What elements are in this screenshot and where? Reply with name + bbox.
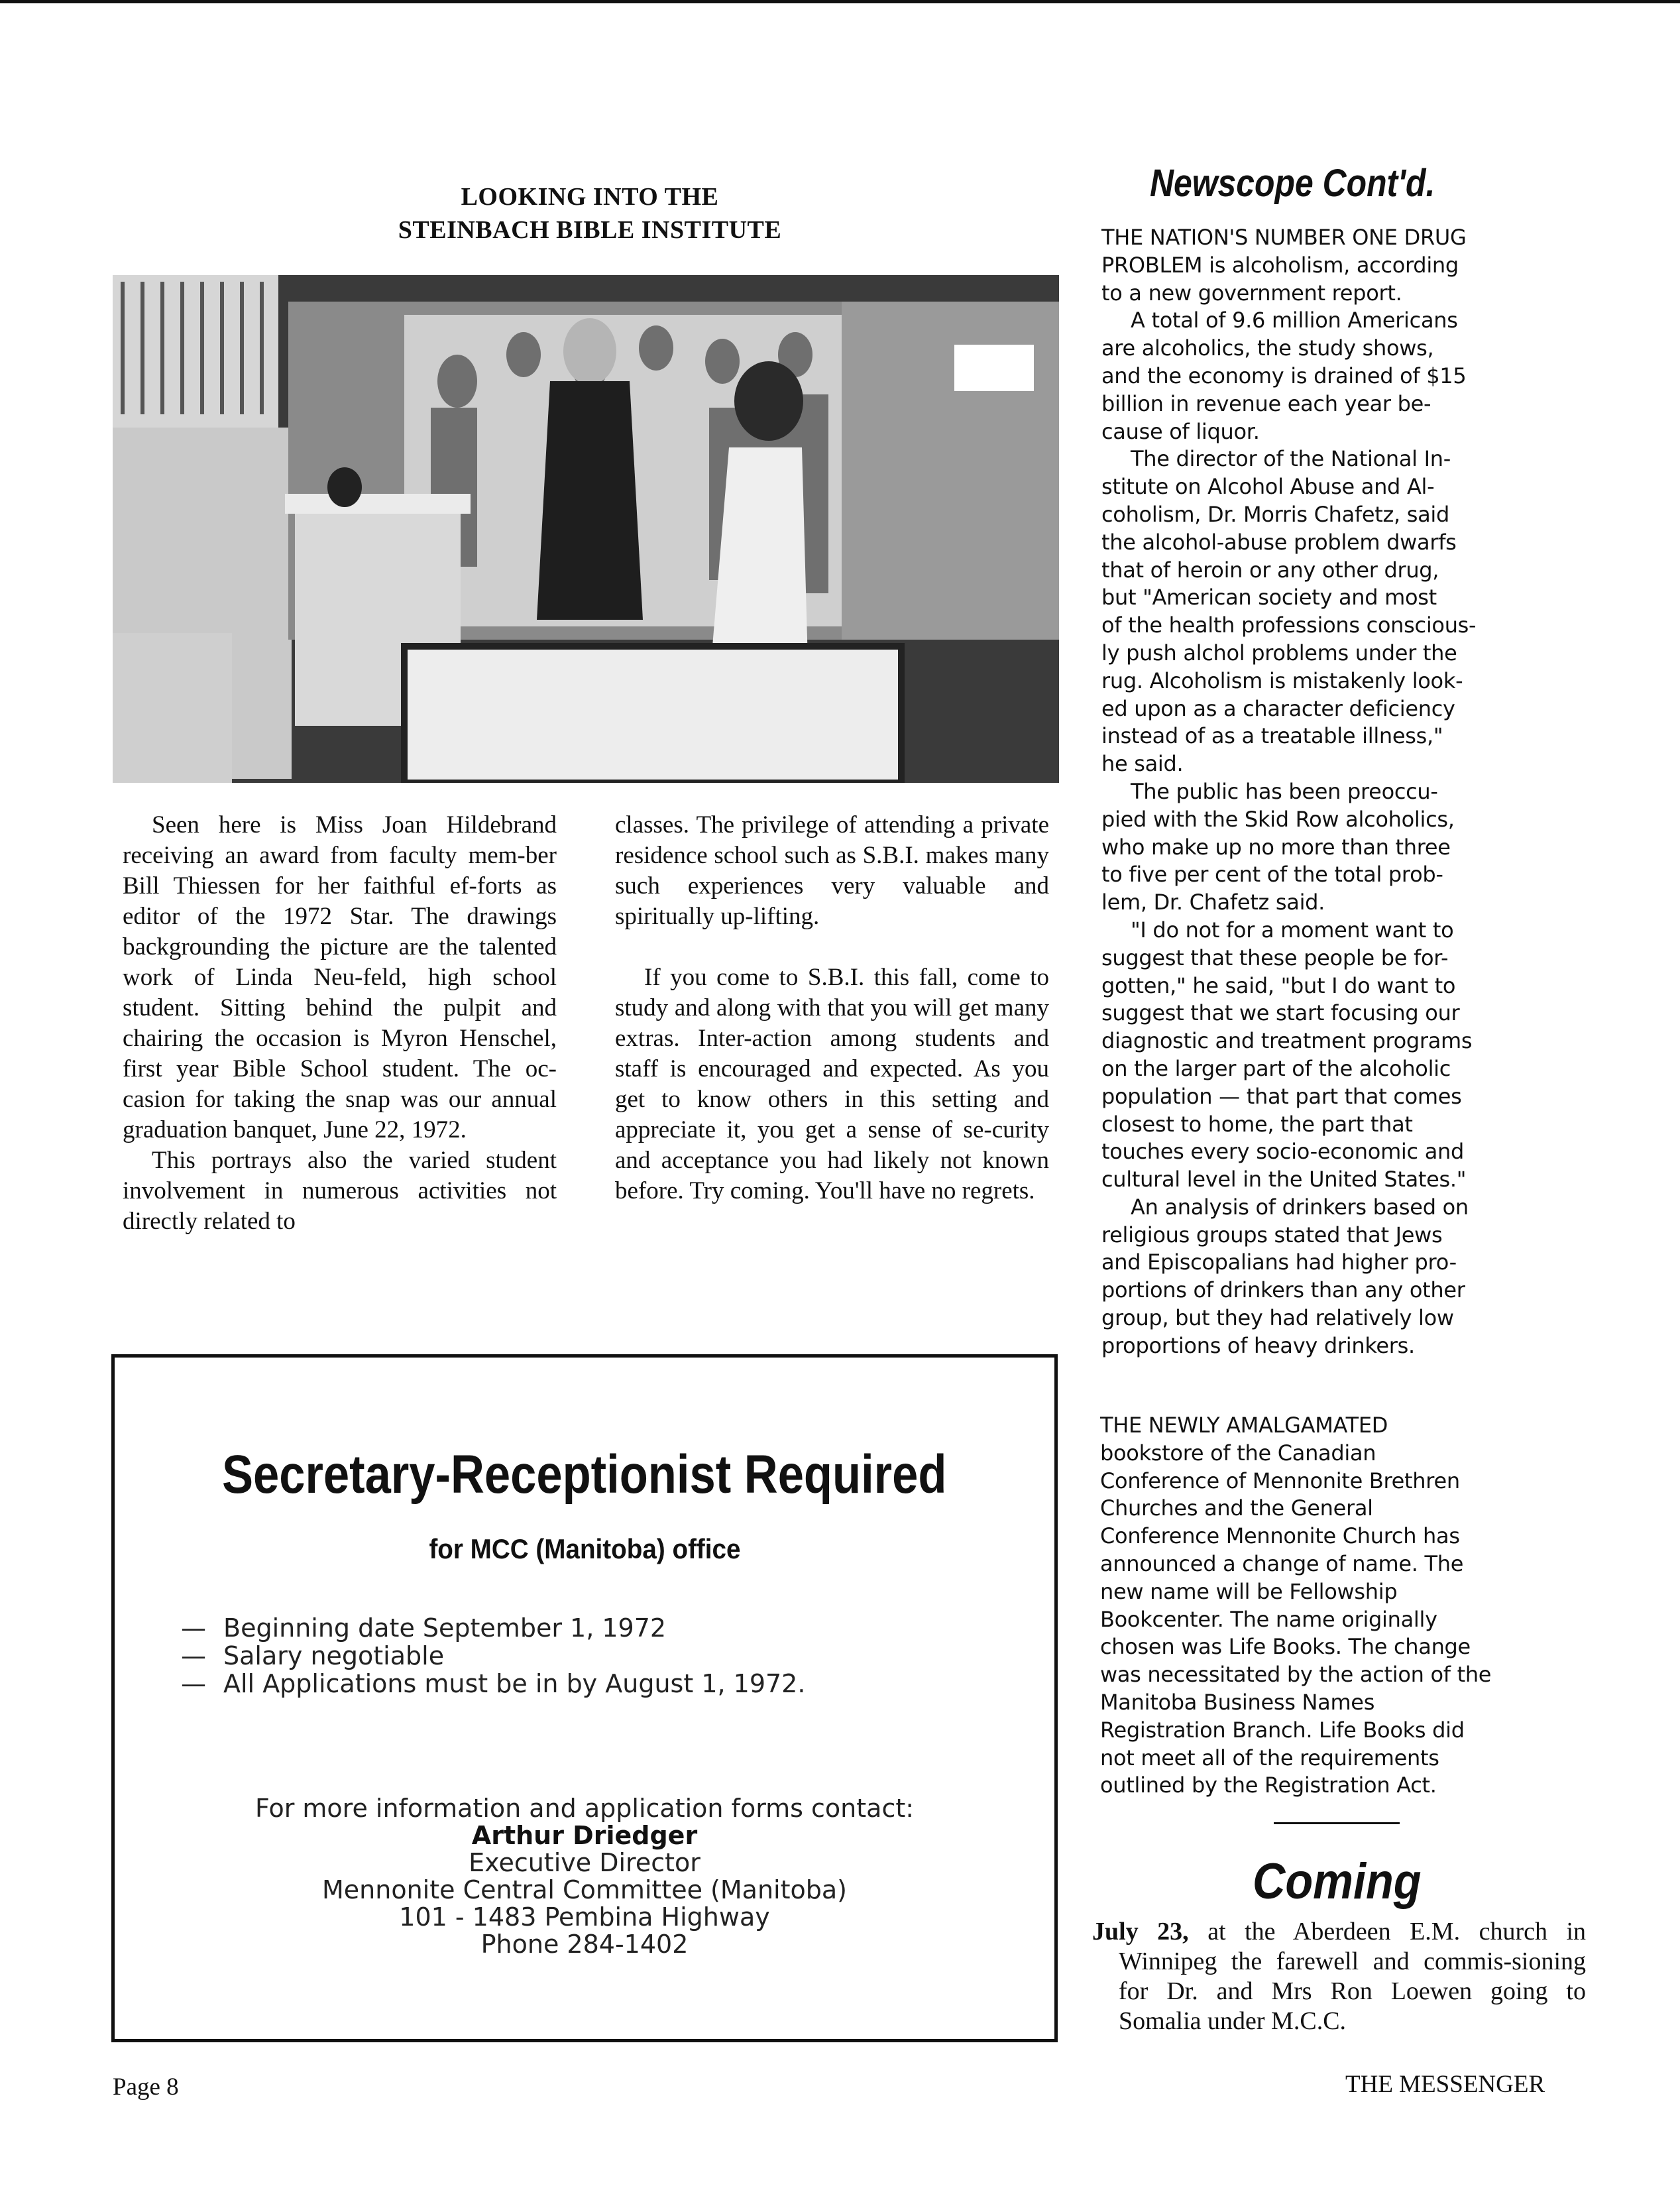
news-line: suggest that these people be for- bbox=[1101, 945, 1449, 970]
bullet-dash: — bbox=[181, 1669, 206, 1698]
ad-details-list bbox=[181, 1614, 805, 1698]
news-line: touches every socio-economic and bbox=[1101, 1139, 1464, 1165]
ad-detail-item bbox=[181, 1642, 805, 1670]
news-line: of the health professions conscious- bbox=[1101, 612, 1477, 638]
news-line: that of heroin or any other drug, bbox=[1101, 557, 1439, 583]
coming-text: at the Aberdeen E.M. church in Winnipeg the farewell and commis-sioning for Dr. and Mrs Ron Loewen going to Somalia under M.C.C. bbox=[1119, 1918, 1587, 2035]
news-line: and Episcopalians had higher pro- bbox=[1101, 1249, 1457, 1275]
coming-heading: Coming bbox=[1253, 1853, 1422, 1910]
news-line: instead of as a treatable illness," bbox=[1101, 723, 1443, 749]
news-line: cultural level in the United States." bbox=[1101, 1167, 1467, 1192]
contact-organization: Mennonite Central Committee (Manitoba) bbox=[322, 1875, 847, 1904]
news-line: stitute on Alcohol Abuse and Al- bbox=[1101, 474, 1435, 500]
news-line: was necessitated by the action of the bbox=[1100, 1662, 1492, 1688]
news-line: proportions of heavy drinkers. bbox=[1101, 1332, 1415, 1358]
contact-intro: For more information and application forms contact: bbox=[254, 1794, 915, 1823]
news-line: The public has been preoccu- bbox=[1131, 778, 1438, 804]
news-line: but "American society and most bbox=[1101, 585, 1437, 610]
news-line: Bookcenter. The name originally bbox=[1100, 1606, 1437, 1632]
coming-date: July 23, bbox=[1092, 1918, 1189, 1946]
headline-line-1: LOOKING INTO THE bbox=[461, 183, 719, 211]
ad-subtitle-text: for MCC (Manitoba) office bbox=[428, 1533, 741, 1564]
article-paragraph: This portrays also the varied student involvement in numerous activities not directly related to bbox=[123, 1147, 557, 1235]
news-line: announced a change of name. The bbox=[1100, 1550, 1464, 1576]
news-line: Churches and the General bbox=[1100, 1495, 1373, 1521]
news-line: Manitoba Business Names bbox=[1100, 1689, 1375, 1715]
page-number: Page 8 bbox=[113, 2073, 179, 2101]
news-line: chosen was Life Books. The change bbox=[1100, 1634, 1471, 1660]
news-line: cause of liquor. bbox=[1101, 418, 1260, 444]
news-line: to a new government report. bbox=[1101, 280, 1402, 306]
news-line: he said. bbox=[1101, 751, 1184, 777]
ad-detail-text: All Applications must be in by August 1, 1972. bbox=[223, 1669, 806, 1698]
news-line: and the economy is drained of $15 bbox=[1101, 363, 1467, 388]
article-paragraph: classes. The privilege of attending a private residence school such as S.B.I. makes many such experiences very valuable and spiritually up-lifting. bbox=[615, 811, 1049, 930]
news-line: gotten," he said, "but I do want to bbox=[1101, 972, 1456, 998]
ad-detail-item bbox=[181, 1614, 805, 1642]
news-line: to five per cent of the total prob- bbox=[1101, 862, 1443, 888]
ad-title-text: Secretary-Receptionist Required bbox=[222, 1444, 947, 1505]
news-line: bookstore of the Canadian bbox=[1100, 1440, 1376, 1466]
contact-address: 101 - 1483 Pembina Highway bbox=[399, 1902, 770, 1932]
bullet-dash: — bbox=[181, 1613, 206, 1643]
news-line: not meet all of the requirements bbox=[1100, 1745, 1439, 1771]
coming-announcement bbox=[1092, 1917, 1586, 2036]
news-line: An analysis of drinkers based on bbox=[1131, 1194, 1469, 1220]
headline-line-2: STEINBACH BIBLE INSTITUTE bbox=[398, 216, 782, 244]
news-line: the alcohol-abuse problem dwarfs bbox=[1101, 529, 1457, 555]
news-line: THE NATION'S NUMBER ONE DRUG bbox=[1101, 225, 1467, 250]
news-line: coholism, Dr. Morris Chafetz, said bbox=[1101, 501, 1450, 527]
news-line: THE NEWLY AMALGAMATED bbox=[1100, 1413, 1388, 1438]
news-line: on the larger part of the alcoholic bbox=[1101, 1055, 1451, 1081]
page-top-border bbox=[0, 0, 1680, 3]
news-line: outlined by the Registration Act. bbox=[1100, 1772, 1437, 1798]
ad-subtitle bbox=[115, 1533, 1054, 1565]
article-paragraph: If you come to S.B.I. this fall, come to study and along with that you will get many extras. Inter-action among students and staff is encouraged and expected. As you get to know others in this setting and appreciate it, you get a sense of se-curity and acceptance you had likely not known before. Try coming. You'll have no regrets. bbox=[615, 964, 1049, 1204]
news-line: pied with the Skid Row alcoholics, bbox=[1101, 806, 1455, 832]
news-line: The director of the National In- bbox=[1131, 446, 1451, 472]
news-line: ed upon as a character deficiency bbox=[1101, 695, 1455, 721]
contact-name: Arthur Driedger bbox=[471, 1821, 698, 1850]
section-divider bbox=[1274, 1822, 1400, 1824]
news-line: billion in revenue each year be- bbox=[1101, 390, 1431, 416]
contact-title: Executive Director bbox=[469, 1848, 700, 1877]
news-line: population — that part that comes bbox=[1101, 1083, 1462, 1109]
news-line: who make up no more than three bbox=[1101, 834, 1451, 860]
bookstore-article bbox=[1100, 1412, 1531, 1800]
ad-detail-item bbox=[181, 1670, 805, 1698]
news-line: religious groups stated that Jews bbox=[1101, 1222, 1443, 1248]
news-line: Conference of Mennonite Brethren bbox=[1100, 1468, 1460, 1493]
contact-phone: Phone 284-1402 bbox=[480, 1930, 689, 1959]
ad-contact-block bbox=[115, 1795, 1054, 1958]
news-line: are alcoholics, the study shows, bbox=[1101, 335, 1434, 361]
article-headline bbox=[371, 180, 809, 247]
news-line: group, but they had relatively low bbox=[1101, 1305, 1454, 1331]
article-paragraph: Seen here is Miss Joan Hildebrand receiving an award from faculty mem-ber Bill Thiessen for her faithful ef-forts as editor of the 1972 Star. The drawings backgrounding the picture are the talented work of Linda Neu-feld, high school student. Sitting behind the pulpit and chairing the occasion is Myron Henschel, first year Bible School student. The oc-casion for taking the snap was our annual graduation banquet, June 22, 1972. bbox=[123, 811, 557, 1143]
article-column-1 bbox=[123, 810, 557, 1237]
news-line: closest to home, the part that bbox=[1101, 1111, 1413, 1137]
news-line: portions of drinkers than any other bbox=[1101, 1277, 1465, 1303]
ad-detail-text: Salary negotiable bbox=[223, 1641, 445, 1670]
news-line: A total of 9.6 million Americans bbox=[1131, 308, 1458, 333]
graduation-photo bbox=[113, 275, 1059, 783]
news-line: PROBLEM is alcoholism, according bbox=[1101, 252, 1459, 278]
news-line: rug. Alcoholism is mistakenly look- bbox=[1101, 668, 1463, 693]
bullet-dash: — bbox=[181, 1641, 206, 1670]
job-advertisement bbox=[111, 1354, 1058, 2042]
news-line: lem, Dr. Chafetz said. bbox=[1101, 890, 1325, 915]
ad-title bbox=[115, 1444, 1054, 1506]
photo-illustration bbox=[113, 275, 1059, 783]
ad-detail-text: Beginning date September 1, 1972 bbox=[223, 1613, 667, 1643]
news-line: suggest that we start focusing our bbox=[1101, 1000, 1460, 1026]
news-line: new name will be Fellowship bbox=[1100, 1578, 1398, 1604]
article-column-2 bbox=[615, 810, 1049, 1206]
newscope-article bbox=[1101, 224, 1532, 1360]
news-line: Registration Branch. Life Books did bbox=[1100, 1717, 1465, 1743]
news-line: diagnostic and treatment programs bbox=[1101, 1028, 1473, 1054]
news-line: "I do not for a moment want to bbox=[1131, 917, 1454, 943]
news-line: Conference Mennonite Church has bbox=[1100, 1523, 1460, 1549]
publication-name: THE MESSENGER bbox=[1345, 2071, 1545, 2098]
newscope-heading: Newscope Cont'd. bbox=[1150, 162, 1435, 205]
news-line: ly push alchol problems under the bbox=[1101, 640, 1457, 666]
